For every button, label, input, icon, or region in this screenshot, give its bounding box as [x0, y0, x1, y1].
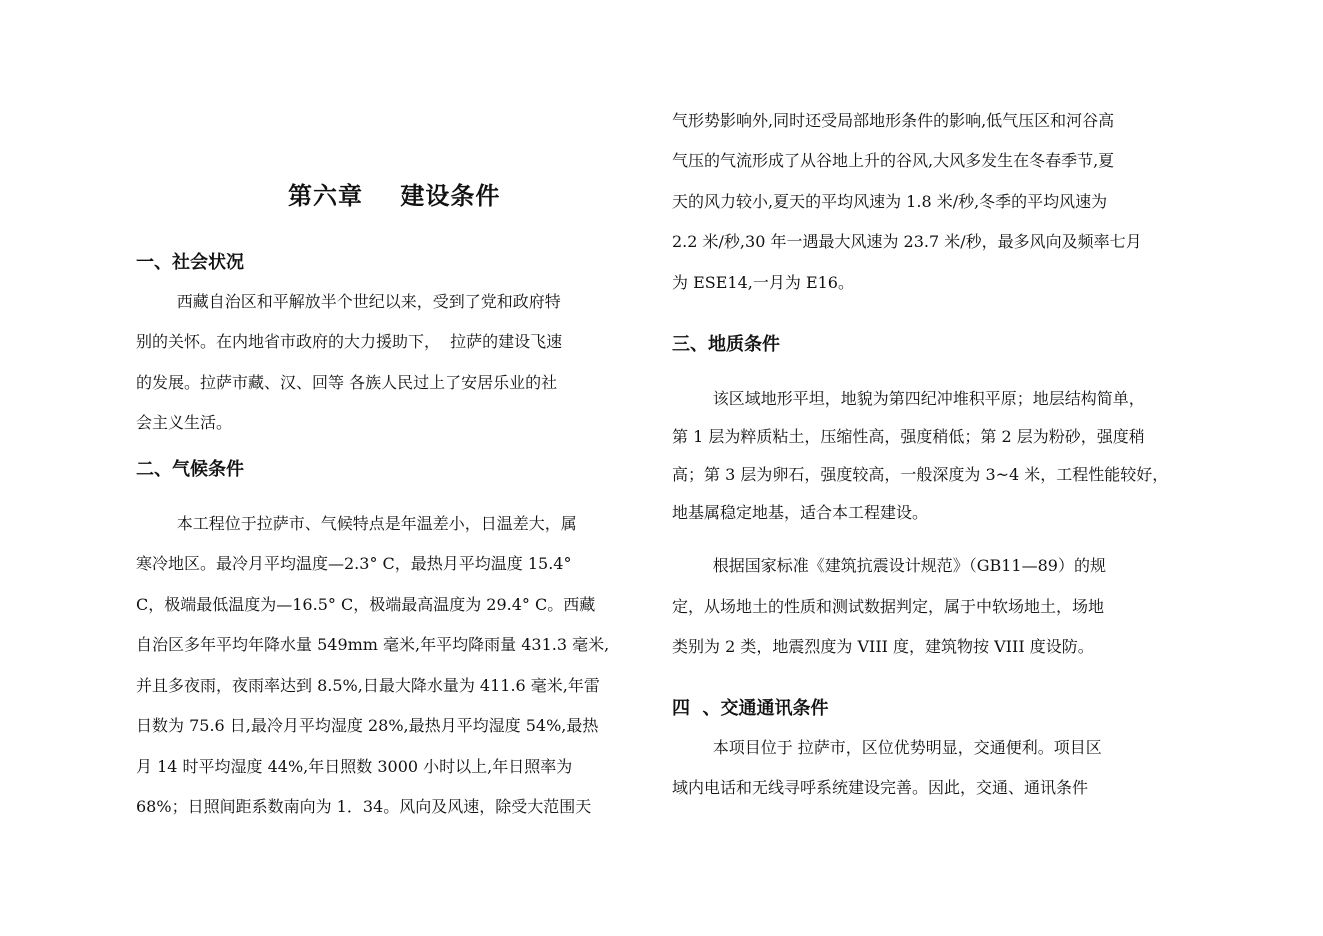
section-heading-climate: 二、气候条件 — [136, 459, 244, 480]
paragraph-line: 域内电话和无线寻呼系统建设完善。因此，交通、通讯条件 — [672, 778, 1089, 797]
paragraph-line: 日数为 75.6 日,最冷月平均湿度 28%,最热月平均湿度 54%,最热 — [136, 716, 599, 735]
section-heading-geology: 三、地质条件 — [672, 334, 780, 355]
paragraph-line: 别的关怀。在内地省市政府的大力援助下， 拉萨的建设飞速 — [136, 332, 563, 351]
paragraph-line: 自治区多年平均年降水量 549mm 毫米,年平均降雨量 431.3 毫米, — [136, 635, 610, 654]
paragraph-line: 类别为 2 类，地震烈度为 VIII 度，建筑物按 VIII 度设防。 — [672, 637, 1094, 656]
paragraph-line: 第 1 层为粹质粘土，压缩性高，强度稍低；第 2 层为粉砂，强度稍 — [672, 427, 1145, 446]
section-heading-social: 一、社会状况 — [136, 252, 244, 273]
section-heading-transport: 四 、交通通讯条件 — [672, 698, 829, 719]
paragraph-line: 根据国家标准《建筑抗震设计规范》（GB11—89）的规 — [672, 556, 1106, 575]
paragraph-line: 高；第 3 层为卵石，强度较高，一般深度为 3~4 米，工程性能较好， — [672, 465, 1169, 484]
paragraph-line: 的发展。拉萨市藏、汉、回等 各族人民过上了安居乐业的社 — [136, 373, 558, 392]
paragraph-line: 气形势影响外,同时还受局部地形条件的影响,低气压区和河谷高 — [672, 111, 1115, 130]
paragraph-line: 68%；日照间距系数南向为 1．34。风向及风速，除受大范围天 — [136, 797, 592, 816]
paragraph-line: 定，从场地土的性质和测试数据判定，属于中软场地土，场地 — [672, 597, 1105, 616]
paragraph-line: 月 14 时平均湿度 44%,年日照数 3000 小时以上,年日照率为 — [136, 757, 573, 776]
paragraph-line: 为 ESE14,一月为 E16。 — [672, 273, 854, 292]
paragraph-line: 天的风力较小,夏天的平均风速为 1.8 米/秒,冬季的平均风速为 — [672, 192, 1108, 211]
paragraph-line: 地基属稳定地基，适合本工程建设。 — [672, 503, 929, 522]
paragraph-line: 寒冷地区。最冷月平均温度—2.3° C，最热月平均温度 15.4° — [136, 554, 572, 573]
paragraph-line: 气压的气流形成了从谷地上升的谷风,大风多发生在冬春季节,夏 — [672, 151, 1115, 170]
chapter-title: 第六章 建设条件 — [288, 182, 501, 210]
paragraph-line: 本工程位于拉萨市、气候特点是年温差小，日温差大，属 — [136, 514, 577, 533]
paragraph-line: 该区域地形平坦，地貌为第四纪冲堆积平原；地层结构简单， — [672, 389, 1145, 408]
paragraph-line: 并且多夜雨，夜雨率达到 8.5%,日最大降水量为 411.6 毫米,年雷 — [136, 676, 600, 695]
paragraph-line: 本项目位于 拉萨市，区位优势明显，交通便利。项目区 — [672, 738, 1102, 757]
paragraph-line: 2.2 米/秒,30 年一遇最大风速为 23.7 米/秒，最多风向及频率七月 — [672, 232, 1142, 251]
paragraph-line: 西藏自治区和平解放半个世纪以来，受到了党和政府特 — [136, 292, 561, 311]
paragraph-line: C，极端最低温度为—16.5° C，极端最高温度为 29.4° C。西藏 — [136, 595, 596, 614]
paragraph-line: 会主义生活。 — [136, 413, 233, 432]
